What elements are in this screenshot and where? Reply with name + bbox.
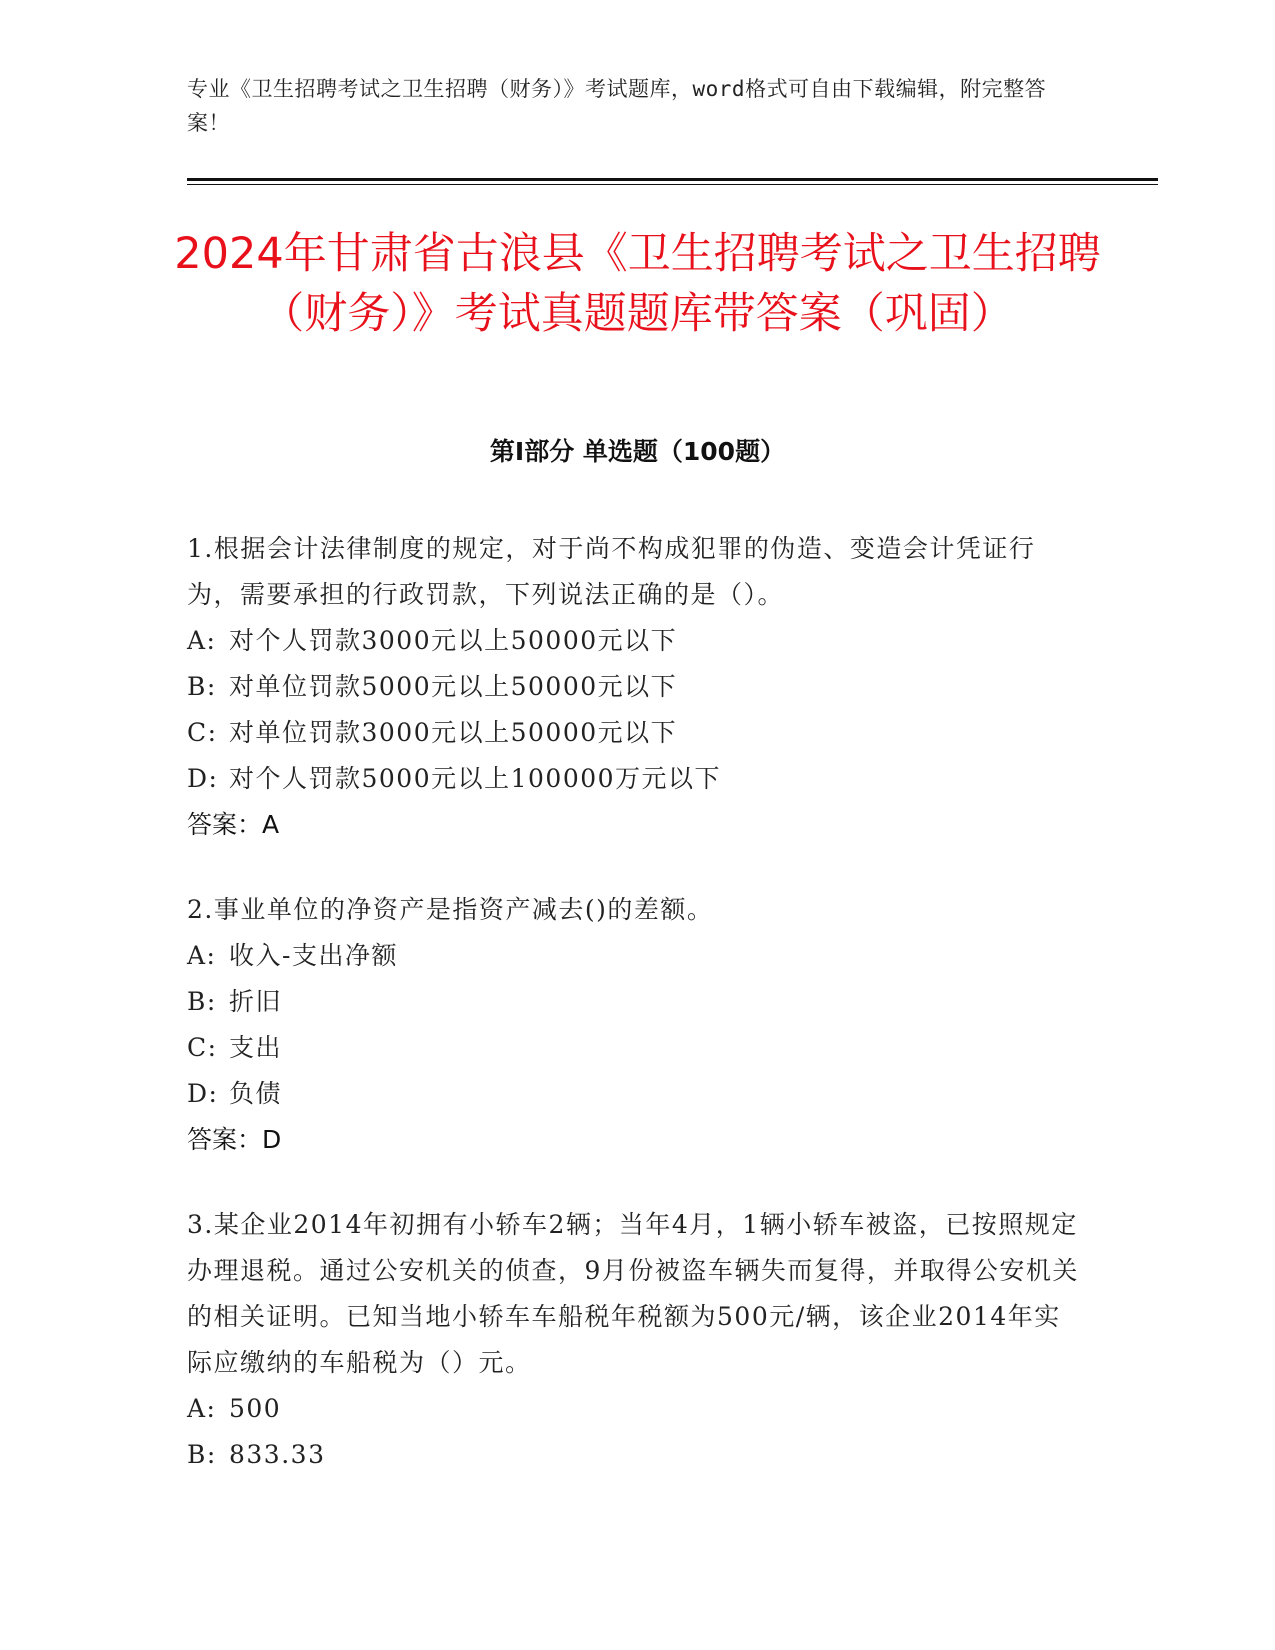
question-2 [187, 887, 1087, 1163]
question-1 [187, 526, 1087, 848]
option-text: 500 [229, 1394, 282, 1423]
option-key: C: [187, 1033, 218, 1062]
option-text: 折旧 [229, 987, 283, 1016]
option-key: D: [187, 764, 219, 793]
option-text: 对个人罚款3000元以上50000元以下 [229, 626, 678, 655]
option-b [187, 664, 1087, 710]
answer-line: 答案：A [187, 810, 280, 839]
question-list [187, 526, 1087, 1517]
section-title: 第I部分 单选题（100题） [489, 437, 786, 466]
option-b [187, 979, 1087, 1025]
option-text: 支出 [229, 1033, 283, 1062]
question-stem: 2.事业单位的净资产是指资产减去()的差额。 [187, 895, 714, 924]
document-title: 2024年甘肃省古浪县《卫生招聘考试之卫生招聘（财务）》考试真题题库带答案（巩固） [174, 229, 1101, 339]
option-text: 对个人罚款5000元以上100000万元以下 [229, 764, 722, 793]
option-text: 收入-支出净额 [229, 941, 398, 970]
option-d [187, 756, 1087, 802]
option-d [187, 1071, 1087, 1117]
question-3 [187, 1202, 1087, 1478]
option-key: B: [187, 672, 217, 701]
option-text: 对单位罚款5000元以上50000元以下 [229, 672, 678, 701]
option-key: B: [187, 987, 217, 1016]
answer-line: 答案：D [187, 1125, 282, 1154]
option-key: B: [187, 1440, 217, 1469]
header-note: 专业《卫生招聘考试之卫生招聘（财务）》考试题库，word格式可自由下载编辑，附完整答案！ [187, 77, 1047, 135]
question-stem: 1.根据会计法律制度的规定，对于尚不构成犯罪的伪造、变造会计凭证行为，需要承担的行政罚款，下列说法正确的是（）。 [187, 534, 1036, 609]
option-a [187, 1386, 1087, 1432]
header-rule-thick [187, 178, 1158, 181]
option-c [187, 710, 1087, 756]
option-key: D: [187, 1079, 219, 1108]
option-key: A: [187, 1394, 217, 1423]
option-key: C: [187, 718, 218, 747]
option-key: A: [187, 626, 217, 655]
option-a [187, 933, 1087, 979]
option-text: 对单位罚款3000元以上50000元以下 [229, 718, 678, 747]
question-stem: 3.某企业2014年初拥有小轿车2辆；当年4月，1辆小轿车被盗，已按照规定办理退税。通过公安机关的侦查，9月份被盗车辆失而复得，并取得公安机关的相关证明。已知当地小轿车车船税年税额为500元/辆，该企业2014年实际应缴纳的车船税为（）元。 [187, 1210, 1079, 1377]
option-key: A: [187, 941, 217, 970]
option-b [187, 1432, 1087, 1478]
option-c [187, 1025, 1087, 1071]
option-text: 负债 [229, 1079, 283, 1108]
option-a [187, 618, 1087, 664]
option-text: 833.33 [229, 1440, 326, 1469]
header-rule-thin [187, 184, 1158, 185]
